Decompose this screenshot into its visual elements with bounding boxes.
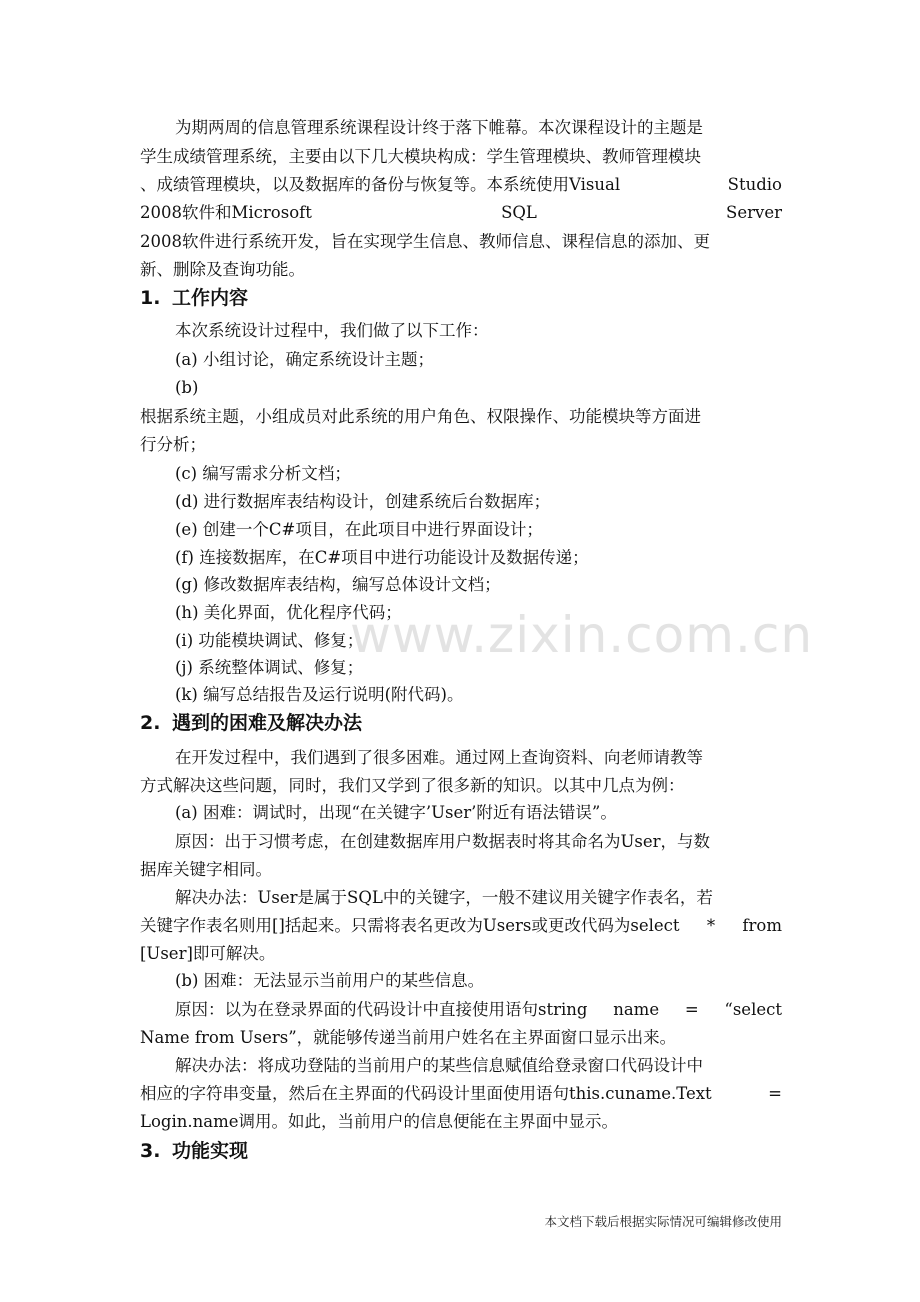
work-item-f: (f) 连接数据库，在C#项目中进行功能设计及数据传递； [175,548,589,567]
reason-a-line-2: 据库关键字相同。 [140,860,272,879]
work-item-i: (i) 功能模块调试、修复； [175,631,364,650]
section-1-title: 工作内容 [172,287,249,309]
solution-b-line-1: 解决办法：将成功登陆的当前用户的某些信息赋值给登录窗口代码设计中 [175,1056,703,1075]
reason-a-line-1: 原因：出于习惯考虑，在创建数据库用户数据表时将其命名为User，与数 [175,832,711,851]
reason-b-line-1 [175,995,782,1024]
intro-line-3-text: 、成绩管理模块，以及数据库的备份与恢复等。本系统使用Visual [140,175,621,194]
page-footer: 本文档下载后根据实际情况可编辑修改使用 [544,1214,782,1229]
solution-b-line-2 [140,1079,782,1108]
section-2-title: 遇到的困难及解决办法 [172,712,363,734]
intro-line-4-b: SQL [501,203,537,222]
intro-line-1: 为期两周的信息管理系统课程设计终于落下帷幕。本次课程设计的主题是 [175,118,703,137]
section-3-number: 3. [140,1140,161,1162]
intro-line-4-c: Server [726,203,782,222]
solution-a-line-2-b: * [706,916,716,935]
section-2-p1-line-1: 在开发过程中，我们遇到了很多困难。通过网上查询资料、向老师请教等 [175,748,703,767]
difficulty-b: (b) 困难：无法显示当前用户的某些信息。 [175,971,485,990]
intro-line-5: 2008软件进行系统开发，旨在实现学生信息、教师信息、课程信息的添加、更 [140,232,710,251]
section-1-heading [140,283,248,313]
section-1-lead: 本次系统设计过程中，我们做了以下工作： [175,321,489,340]
reason-b-line-1-d: “select [724,1000,782,1019]
work-item-b-line-1: 根据系统主题，小组成员对此系统的用户角色、权限操作、功能模块等方面进 [140,407,701,426]
work-item-k: (k) 编写总结报告及运行说明(附代码)。 [175,685,464,704]
section-3-heading [140,1136,248,1166]
section-2-heading [140,708,362,738]
work-item-b-label: (b) [175,378,199,397]
solution-a-line-2 [140,911,782,940]
work-item-a: (a) 小组讨论，确定系统设计主题； [175,350,434,369]
work-item-j: (j) 系统整体调试、修复； [175,658,364,677]
solution-b-line-2-a: 相应的字符串变量，然后在主界面的代码设计里面使用语句this.cuname.Text [140,1084,712,1103]
solution-b-line-2-b: = [768,1084,782,1103]
solution-a-line-3: [User]即可解决。 [140,944,276,963]
work-item-g: (g) 修改数据库表结构，编写总体设计文档； [175,575,501,594]
reason-b-line-1-c: = [684,1000,699,1019]
intro-line-3-end: Studio [727,175,782,194]
intro-line-2: 学生成绩管理系统，主要由以下几大模块构成：学生管理模块、教师管理模块 [140,147,701,166]
work-item-e: (e) 创建一个C#项目，在此项目中进行界面设计； [175,520,543,539]
work-item-d: (d) 进行数据库表结构设计，创建系统后台数据库； [175,492,551,511]
work-item-c: (c) 编写需求分析文档； [175,464,351,483]
section-2-p1-line-2: 方式解决这些问题，同时，我们又学到了很多新的知识。以其中几点为例： [140,776,685,795]
work-item-b-line-2: 行分析； [140,435,206,454]
section-2-number: 2. [140,712,161,734]
reason-b-line-1-a: 原因：以为在登录界面的代码设计中直接使用语句string [175,1000,588,1019]
solution-a-line-2-a: 关键字作表名则用[]括起来。只需将表名更改为Users或更改代码为select [140,916,680,935]
reason-b-line-2: Name from Users”，就能够传递当前用户姓名在主界面窗口显示出来。 [140,1028,677,1047]
solution-a-line-1: 解决办法：User是属于SQL中的关键字，一般不建议用关键字作表名，若 [175,888,713,907]
solution-b-line-3: Login.name调用。如此，当前用户的信息便能在主界面中显示。 [140,1112,618,1131]
reason-b-line-1-b: name [613,1000,660,1019]
section-1-number: 1. [140,287,161,309]
intro-line-4-a: 2008软件和Microsoft [140,203,312,222]
work-item-h: (h) 美化界面，优化程序代码； [175,603,402,622]
intro-line-6: 新、删除及查询功能。 [140,260,305,279]
section-3-title: 功能实现 [172,1140,249,1162]
difficulty-a: (a) 困难：调试时，出现“在关键字’User’附近有语法错误”。 [175,803,617,822]
watermark: www.zixin.com.cn [350,606,814,664]
intro-line-3 [140,170,782,199]
solution-a-line-2-c: from [742,916,782,935]
intro-line-4 [140,198,782,227]
